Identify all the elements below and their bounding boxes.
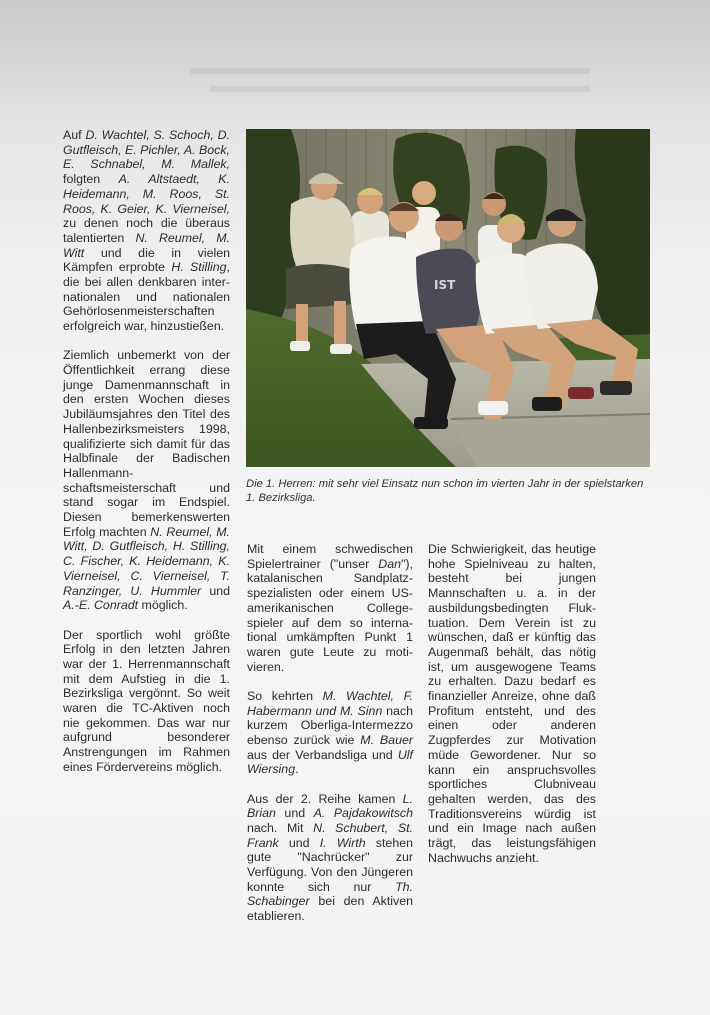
name-list-text: A. Pajdakowitsch — [313, 806, 413, 821]
body-text: möglich. — [138, 598, 188, 613]
name-list-text: I. Wirth — [319, 835, 366, 850]
body-text: und die in vielen Kämpfen erprobte — [63, 245, 230, 275]
body-text: Ziemlich unbemerkt von der Öffentlichkeit errang diese junge Damenmannschaft in den ersten Wochen dieses Jubiläumsjahres den Titel des Hallenbezirksmeisters 1998, qualifizierte sich damit für das Halbfinale der Badischen Hallenmannschaftsmeisterschaft und stand sogar im Endspiel. Diesen bemerkenswerten Erfolg machten — [63, 348, 230, 539]
middle-text-column — [247, 542, 413, 938]
name-list-text: H. Stilling — [171, 260, 227, 275]
team-photo-illustration — [246, 129, 650, 467]
shirt-print: IST — [434, 278, 456, 292]
paragraph — [63, 128, 230, 334]
body-text: und — [201, 583, 230, 598]
name-list-text: Dan — [378, 556, 402, 571]
body-text: , die bei allen denkbaren internationalen und nationalen Gehörlosenmeisterschaften erfolgreich war, hinzustießen. — [63, 260, 230, 334]
name-list-text: L. Brian — [247, 791, 413, 821]
team-photo — [246, 129, 650, 467]
paragraph — [428, 542, 596, 865]
name-list-text: D. Wachtel, S. Schoch, D. Gutfleisch, E. Pichler, A. Bock, E. Schnabel, M. Mallek, — [63, 128, 230, 172]
name-list-text: N. Reumel, M. Witt — [63, 230, 230, 260]
body-text: "), katalanischen Sandplatzspezialisten oder einem US-amerikanischen College-spieler auf dem so international umkämpften Punkt 1 waren gute Leute zu motivieren. — [247, 556, 413, 674]
body-text: und — [275, 806, 314, 821]
body-text: folgten — [63, 172, 119, 187]
name-list-text: Th. Schabinger — [247, 879, 413, 909]
body-text: stehen gute "Nachrücker" zur Verfügung. Von den Jüngeren konnte sich nur — [247, 835, 413, 894]
right-text-column — [428, 542, 596, 880]
name-list-text: N. Schubert, St. Frank — [247, 820, 413, 850]
paragraph — [63, 348, 230, 613]
name-list-text: A. Altstaedt, K. Heidemann, M. Roos, St. Roos, K. Geier, K. Vierneisel, — [63, 172, 230, 216]
faint-bleedthrough-text — [190, 62, 610, 102]
photo-caption: Die 1. Herren: mit sehr viel Einsatz nun schon im vierten Jahr in der spielstarken 1. Bezirksliga. — [246, 478, 644, 504]
body-text: Auf — [63, 128, 86, 142]
body-text: bei den Aktiven etablieren. — [247, 894, 413, 924]
body-text: nach kurzem Oberliga-Intermezzo ebenso zurück wie — [247, 703, 413, 747]
body-text: Aus der 2. Reihe kamen — [247, 791, 403, 806]
body-text: Die Schwierigkeit, das heutige hohe Spielniveau zu halten, besteht bei jungen Mannschaften u. a. in der ausbildungsbedingten Fluktuation. Dem Verein ist zu wünschen, daß er künftig das Augenmaß behält, das nötig ist, um ausgewogene Teams zu erhalten. Dazu bedarf es finanzieller Anreize, ohne daß Profitum entsteht, und des einen oder anderen Zugpferdes zur Motivation müde Gewordener. Nur so kann ein anspruchsvolles sportliches Clubniveau gehalten werden, das des Traditionsvereins würdig ist und ein Image nach außen trägt, das leistungsfähigen Nachwuchs anzieht. — [428, 542, 596, 865]
name-list-text: N. Reumel, M. Witt, D. Gutfleisch, H. Stilling, C. Fischer, K. Heidemann, K. Vierneisel, C. Vierneisel, T. Ranzinger, U. Hummler — [63, 524, 230, 598]
name-list-text: M. Bauer — [360, 732, 413, 747]
paragraph — [247, 792, 413, 924]
body-text: Der sportlich wohl größte Erfolg in den letzten Jahren war der 1. Herrenmannschaft mit dem Aufstieg in die 1. Bezirksliga vergönnt. So weit waren die TC-Aktiven noch nie gekommen. Das war nur aufgrund besonderer Anstrengungen im Rahmen eines Fördervereins möglich. — [63, 627, 230, 774]
name-list-text: Ulf Wiersing — [247, 747, 413, 777]
body-text: So kehrten — [247, 688, 323, 703]
body-text: Mit einem schwedischen Spielertrainer ("unser — [247, 542, 413, 571]
paragraph — [63, 628, 230, 775]
paragraph — [247, 542, 413, 674]
name-list-text: M. Wachtel, F. Habermann und M. Sinn — [247, 688, 414, 718]
body-text: und — [278, 835, 320, 850]
body-text: zu denen noch die überaus talentierten — [63, 216, 230, 245]
body-text: . — [295, 762, 299, 777]
name-list-text: A.-E. Conradt — [63, 598, 139, 613]
body-text: nach. Mit — [247, 820, 314, 835]
body-text: aus der Verbandsliga und — [247, 747, 398, 762]
paragraph — [247, 689, 413, 777]
left-text-column — [63, 128, 230, 789]
